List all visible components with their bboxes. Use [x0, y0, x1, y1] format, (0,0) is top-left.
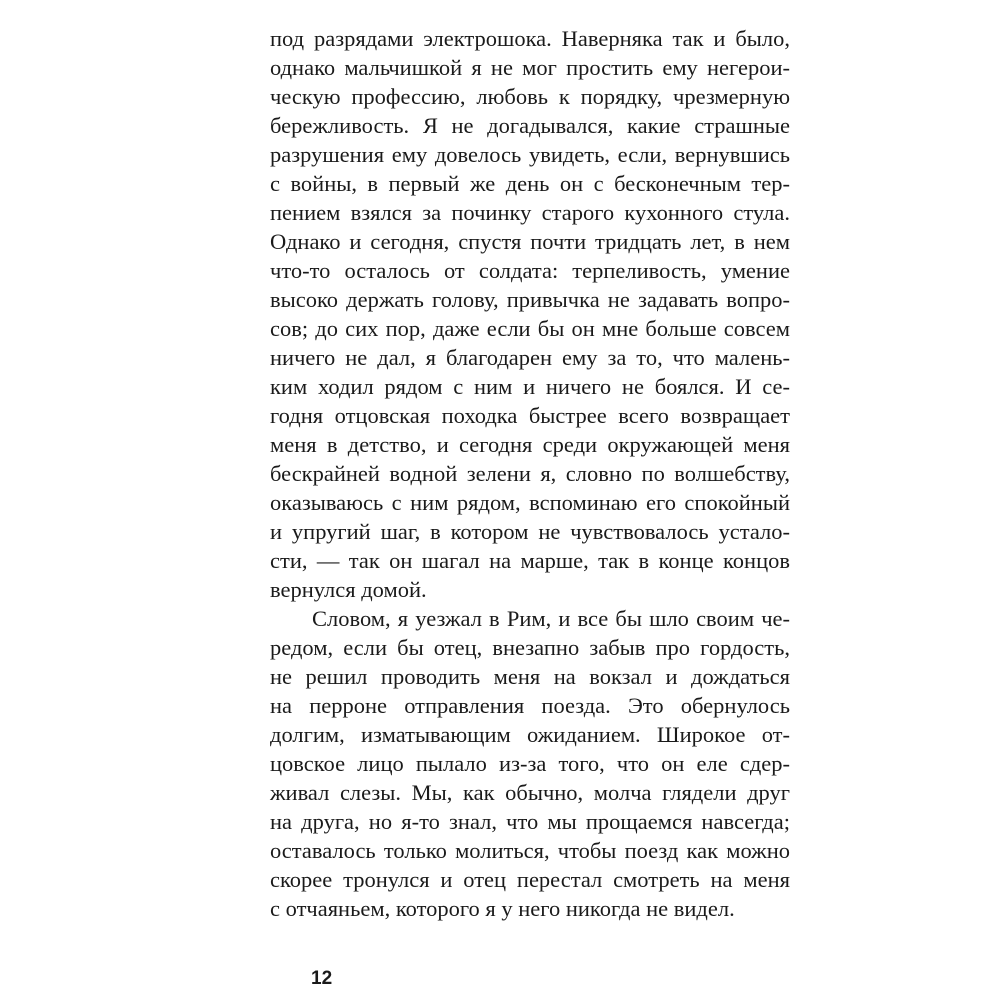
text-line: меня в детство, и сегодня среди окружающей меня	[270, 432, 790, 457]
text-line: живал слезы. Мы, как обычно, молча глядели друг	[270, 780, 790, 805]
text-line: сов; до сих пор, даже если бы он мне больше совсем	[270, 316, 790, 341]
text-line: Словом, я уезжал в Рим, и все бы шло своим че-	[312, 606, 790, 631]
text-line: ничего не дал, я благодарен ему за то, что малень-	[270, 345, 790, 370]
text-line: сти, — так он шагал на марше, так в конце концов	[270, 548, 790, 573]
text-line: оставалось только молиться, чтобы поезд как можно	[270, 838, 790, 863]
text-line: пением взялся за починку старого кухонного стула.	[270, 200, 790, 225]
paragraph	[270, 24, 790, 604]
body-text	[270, 24, 790, 923]
text-line: с войны, в первый же день он с бесконечным тер-	[270, 171, 790, 196]
text-line: оказываюсь с ним рядом, вспоминаю его спокойный	[270, 490, 790, 515]
text-line: бережливость. Я не догадывался, какие страшные	[270, 113, 790, 138]
text-line: на друга, но я-то знал, что мы прощаемся навсегда;	[270, 809, 790, 834]
text-line: ческую профессию, любовь к порядку, чрезмерную	[270, 84, 790, 109]
text-line: редом, если бы отец, внезапно забыв про гордость,	[270, 635, 790, 660]
text-line: Однако и сегодня, спустя почти тридцать лет, в нем	[270, 229, 790, 254]
text-line: годня отцовская походка быстрее всего возвращает	[270, 403, 790, 428]
text-line: ким ходил рядом с ним и ничего не боялся. И се-	[270, 374, 790, 399]
text-line: с отчаяньем, которого я у него никогда не видел.	[270, 896, 735, 921]
text-line: высоко держать голову, привычка не задавать вопро-	[270, 287, 790, 312]
text-line: цовское лицо пылало из-за того, что он еле сдер-	[270, 751, 790, 776]
text-line: не решил проводить меня на вокзал и дождаться	[270, 664, 790, 689]
text-line: скорее тронулся и отец перестал смотреть на меня	[270, 867, 790, 892]
text-line: разрушения ему довелось увидеть, если, вернувшись	[270, 142, 790, 167]
text-line: на перроне отправления поезда. Это обернулось	[270, 693, 790, 718]
text-line: долгим, изматывающим ожиданием. Широкое от-	[270, 722, 790, 747]
text-line: вернулся домой.	[270, 577, 427, 602]
text-line: однако мальчишкой я не мог простить ему негерои-	[270, 55, 790, 80]
page-number: 12	[311, 968, 333, 989]
text-line: и упругий шаг, в котором не чувствовалось устало-	[270, 519, 790, 544]
text-line: под разрядами электрошока. Наверняка так и было,	[270, 26, 790, 51]
text-line: что-то осталось от солдата: терпеливость, умение	[270, 258, 790, 283]
text-line: бескрайней водной зелени я, словно по волшебству,	[270, 461, 790, 486]
paragraph	[270, 604, 790, 923]
